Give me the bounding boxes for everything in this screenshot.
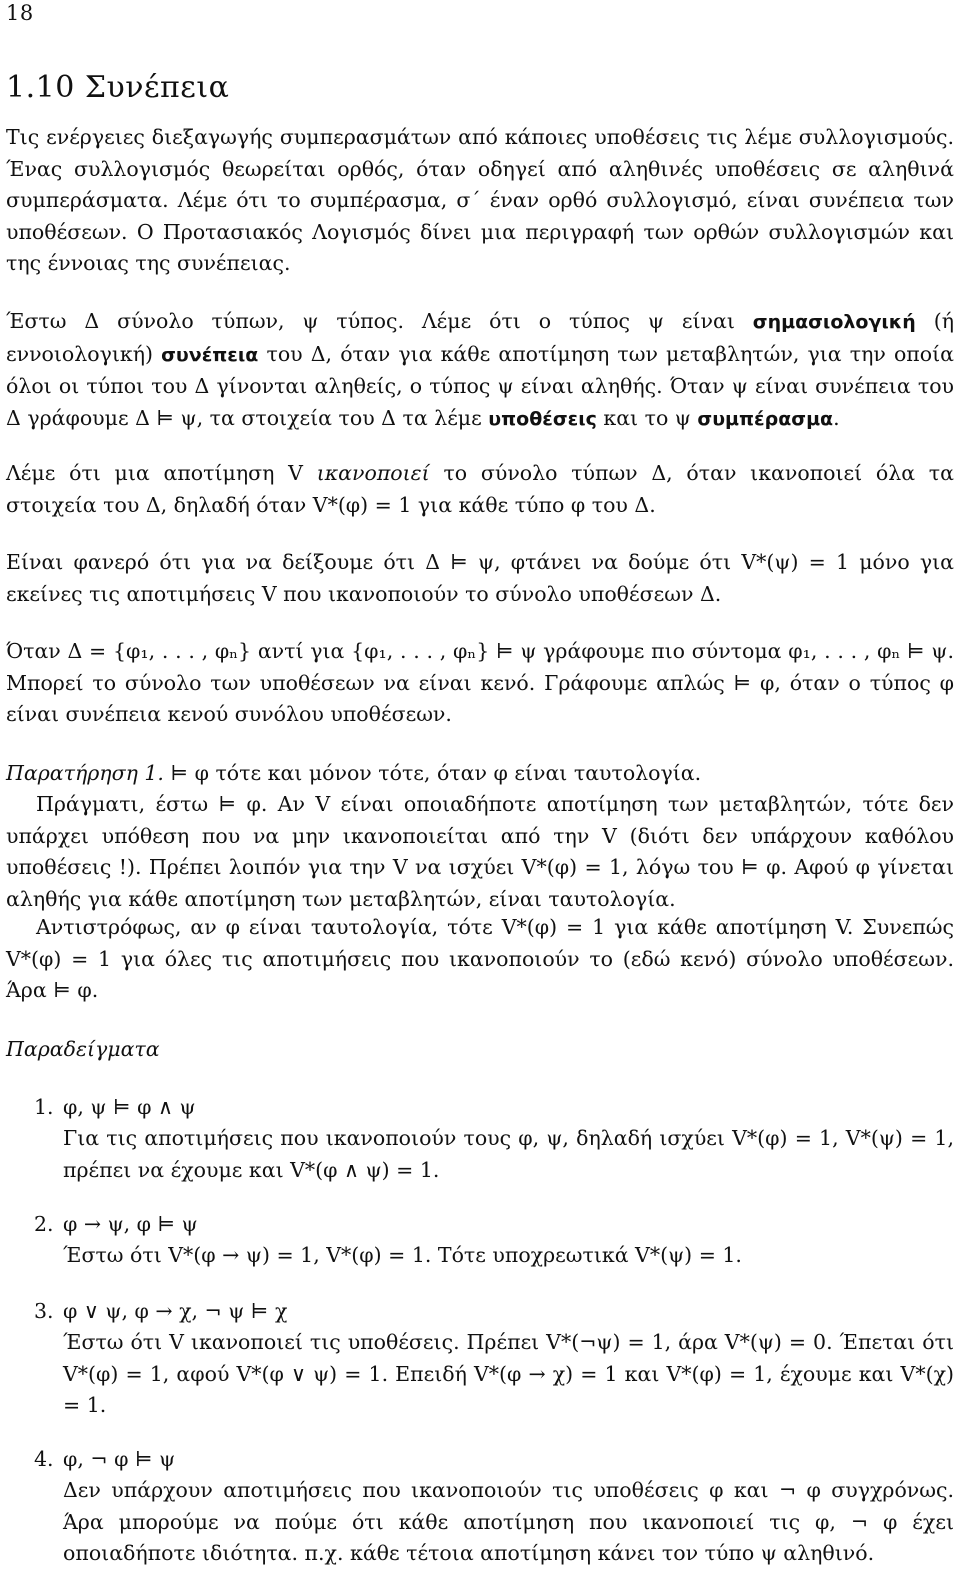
example-number: 4. [34,1447,54,1471]
converse-paragraph: Αντιστρόφως, αν φ είναι ταυτολογία, τότε V*(φ) = 1 για κάθε αποτίμηση V. Συνεπώς V*(φ) = 1 για όλες τις αποτιμήσεις που ικανοποιούν το (εδώ κενό) σύνολο υποθέσεων. Άρα ⊨ φ. [6,915,954,1002]
satisfaction-paragraph [6,458,954,521]
observation-paragraph: Είναι φανερό ότι για να δείξουμε ότι Δ ⊨ ψ, φτάνει να δούμε ότι V*(ψ) = 1 μόνο για εκείνες τις αποτιμήσεις V που ικανοποιούν το σύνολο υποθέσεων Δ. [6,550,954,606]
example-number: 2. [34,1212,54,1236]
definition-text-b: (ή εννοιολογική) [6,309,954,366]
section-title: 1.10 Συνέπεια [6,70,230,105]
examples-heading: Παραδείγματα [6,1037,160,1061]
example-number: 1. [34,1095,54,1119]
example-text: Δεν υπάρχουν αποτιμήσεις που ικανοποιούν τις υποθέσεις φ και ¬ φ συγχρόνως. Άρα μπορούμε να πούμε ότι κάθε αποτίμηση που ικανοποιεί τις φ, ¬ φ έχει οποιαδήποτε ιδιότητα. π.χ. κάθε τέτοια αποτίμηση κάνει τον τύπο ψ αληθινό. [63,1478,954,1565]
example-text: Έστω ότι V ικανοποιεί τις υποθέσεις. Πρέπει V*(¬ψ) = 1, άρα V*(ψ) = 0. Έπεται ότι V*(φ) = 1, αφού V*(φ ∨ ψ) = 1. Επειδή V*(φ → χ) = 1 και V*(φ) = 1, έχουμε και V*(χ) = 1. [63,1330,954,1417]
page-number: 18 [6,1,34,25]
remark-label: Παρατήρηση 1. [6,761,164,785]
remark-paragraph [6,758,954,790]
definition-text-c: του Δ, όταν για κάθε αποτίμηση των μεταβλητών, για την οποία όλοι οι τύποι του Δ γίνονται αληθείς, ο τύπος ψ είναι αληθής. Όταν ψ είναι συνέπεια του Δ γράφουμε Δ ⊨ ψ, τα στοιχεία του Δ τα λέμε [6,341,955,430]
example-formula: φ, ψ ⊨ φ ∧ ψ [63,1095,196,1119]
definition-text-a: Έστω Δ σύνολο τύπων, ψ τύπος. Λέμε ότι ο τύπος ψ είναι [6,309,753,333]
example-formula: φ, ¬ φ ⊨ ψ [63,1447,176,1471]
term-conclusion: συμπέρασμα [697,407,834,430]
term-semantic: σημασιολογική [752,311,916,333]
term-satisfies: ικανοποιεί [316,461,430,485]
satisfaction-text-b: το σύνολο τύπων Δ, όταν ικανοποιεί όλα τα στοιχεία του Δ, δηλαδή όταν V*(φ) = 1 για κάθε τύπο φ του Δ. [6,461,954,517]
proof-paragraph: Πράγματι, έστω ⊨ φ. Αν V είναι οποιαδήποτε αποτίμηση των μεταβλητών, τότε δεν υπάρχει υπόθεση που να μην ικανοποιείται από την V (διότι δεν υπάρχουν καθόλου υποθέσεις !). Πρέπει λοιπόν για την V να ισχύει V*(φ) = 1, λόγω του ⊨ φ. Αφού φ γίνεται αληθής για κάθε αποτίμηση των μεταβλητών, είναι ταυτολογία. [6,792,954,911]
satisfaction-text-a: Λέμε ότι μια αποτίμηση V [6,461,317,485]
example-text: Για τις αποτιμήσεις που ικανοποιούν τους φ, ψ, δηλαδή ισχύει V*(φ) = 1, V*(ψ) = 1, πρέπει να έχουμε και V*(φ ∧ ψ) = 1. [63,1126,954,1182]
remark-text: ⊨ φ τότε και μόνον τότε, όταν φ είναι ταυτολογία. [163,761,702,785]
term-hypotheses: υποθέσεις [488,407,597,430]
intro-paragraph: Τις ενέργειες διεξαγωγής συμπερασμάτων από κάποιες υποθέσεις τις λέμε συλλογισμούς. Ένας συλλογισμός θεωρείται ορθός, όταν οδηγεί από αληθινές υποθέσεις σε αληθινά συμπεράσματα. Λέμε ότι το συμπέρασμα, σ΄ έναν ορθό συλλογισμό, είναι συνέπεια των υποθέσεων. Ο Προτασιακός Λογισμός δίνει μια περιγραφή των ορθών συλλογισμών και της έννοιας της συνέπειας. [6,125,954,275]
definition-text-d: και το ψ [596,405,698,430]
example-text: Έστω ότι V*(φ → ψ) = 1, V*(φ) = 1. Τότε υποχρεωτικά V*(ψ) = 1. [63,1243,742,1267]
example-number: 3. [34,1299,54,1323]
definition-text-e: . [833,405,840,430]
example-formula: φ ∨ ψ, φ → χ, ¬ ψ ⊨ χ [63,1299,288,1323]
definition-paragraph [6,306,954,435]
term-consequence: συνέπεια [161,343,259,366]
notation-paragraph: Όταν Δ = {φ₁, . . . , φₙ} αντί για {φ₁, . . . , φₙ} ⊨ ψ γράφουμε πιο σύντομα φ₁, . . . , φₙ ⊨ ψ. Μπορεί το σύνολο των υποθέσεων να είναι κενό. Γράφουμε απλώς ⊨ φ, όταν ο τύπος φ είναι συνέπεια κενού συνόλου υποθέσεων. [6,639,954,726]
example-formula: φ → ψ, φ ⊨ ψ [63,1212,198,1236]
